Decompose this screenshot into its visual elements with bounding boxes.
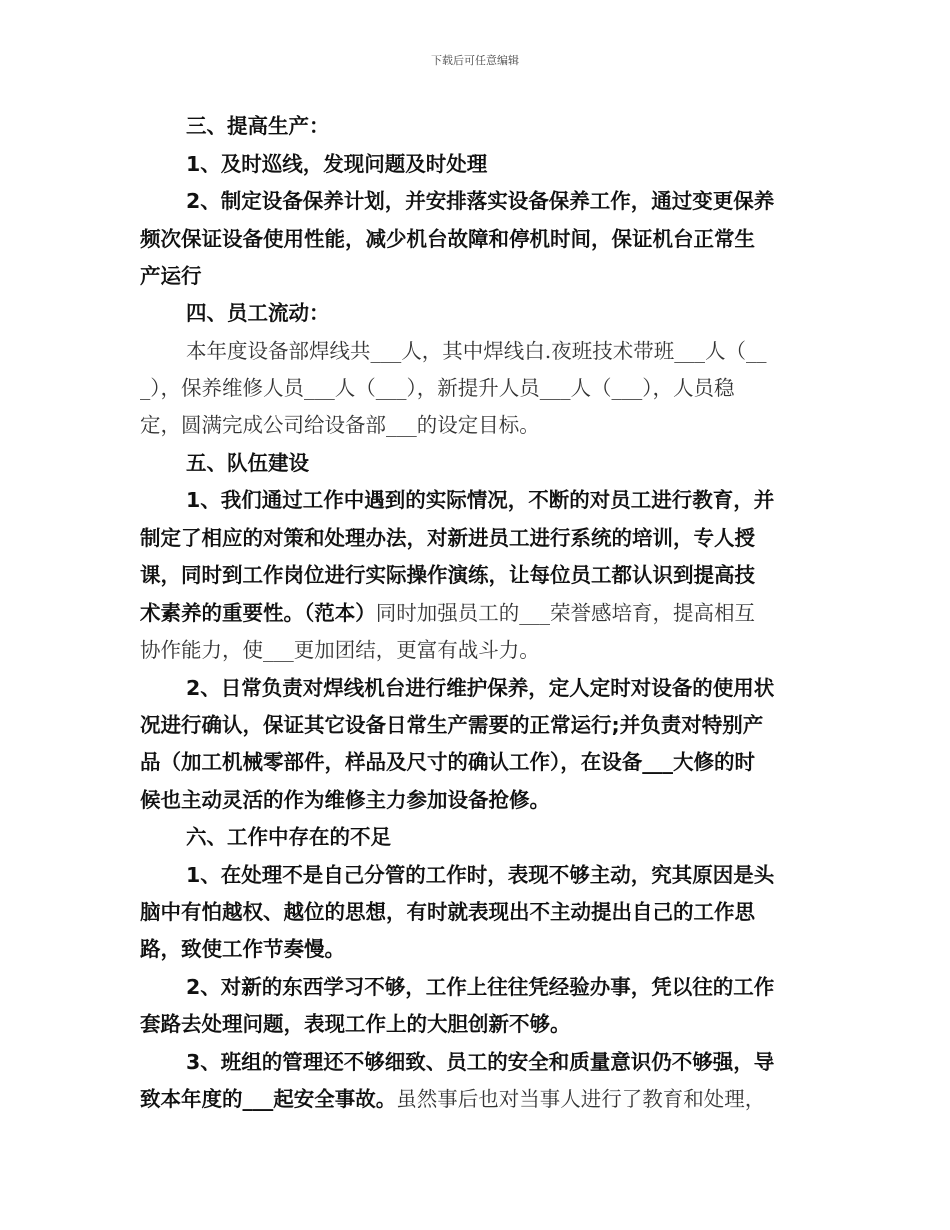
paragraph-line: 协作能力，使___更加团结，更富有战斗力。: [140, 638, 540, 662]
paragraph-line: 3、班组的管理还不够细致、员工的安全和质量意识仍不够强，导: [186, 1050, 775, 1074]
paragraph-line: 品（加工机械零部件，样品及尺寸的确认工作），在设备___大修的时: [140, 750, 755, 774]
paragraph-line: 1、及时巡线，发现问题及时处理: [186, 152, 488, 176]
paragraph-line: 本年度设备部焊线共___人，其中焊线白.夜班技术带班___人（__: [186, 339, 767, 363]
heading-team-building: 五、队伍建设: [186, 451, 309, 475]
paragraph-line: 况进行确认，保证其它设备日常生产需要的正常运行;并负责对特别产: [140, 713, 764, 737]
paragraph-line: 套路去处理问题，表现工作上的大胆创新不够。: [140, 1012, 571, 1036]
heading-shortcomings: 六、工作中存在的不足: [186, 825, 391, 849]
paragraph-line: 频次保证设备使用性能，减少机台故障和停机时间，保证机台正常生: [140, 227, 755, 251]
paragraph-line: 2、对新的东西学习不够，工作上往往凭经验办事，凭以往的工作: [186, 975, 775, 999]
paragraph-line: 产运行: [140, 264, 202, 288]
text-segment: 同时加强员工的___荣誉感培育，提高相互: [375, 601, 755, 625]
paragraph-line: 课，同时到工作岗位进行实际操作演练，让每位员工都认识到提高技: [140, 563, 755, 587]
paragraph-line: 2、日常负责对焊线机台进行维护保养，定人定时对设备的使用状: [186, 676, 775, 700]
heading-staff-flow: 四、员工流动：: [186, 301, 330, 325]
paragraph-line: 1、在处理不是自己分管的工作时，表现不够主动，究其原因是头: [186, 863, 775, 887]
text-segment: 虽然事后也对当事人进行了教育和处理，: [396, 1087, 766, 1111]
heading-production: 三、提高生产：: [186, 114, 330, 138]
paragraph-line: [140, 600, 755, 626]
text-segment: 致本年度的___起安全事故。: [140, 1087, 397, 1111]
paragraph-line: 候也主动灵活的作为维修主力参加设备抢修。: [140, 788, 550, 812]
paragraph-line: 2、制定设备保养计划，并安排落实设备保养工作，通过变更保养: [186, 189, 775, 213]
paragraph-line: 1、我们通过工作中遇到的实际情况，不断的对员工进行教育，并: [186, 488, 775, 512]
text-segment: 术素养的重要性。（范本）: [140, 601, 376, 625]
page-header: 下载后可任意编辑: [431, 54, 519, 67]
paragraph-line: 定，圆满完成公司给设备部___的设定目标。: [140, 413, 540, 437]
paragraph-line: _），保养维修人员___人（___），新提升人员___人（___），人员稳: [140, 376, 735, 400]
paragraph-line: 制定了相应的对策和处理办法，对新进员工进行系统的培训，专人授: [140, 526, 755, 550]
paragraph-line: 脑中有怕越权、越位的思想，有时就表现出不主动提出自己的工作思: [140, 900, 755, 924]
paragraph-line: [140, 1086, 765, 1112]
paragraph-line: 路，致使工作节奏慢。: [140, 937, 345, 961]
